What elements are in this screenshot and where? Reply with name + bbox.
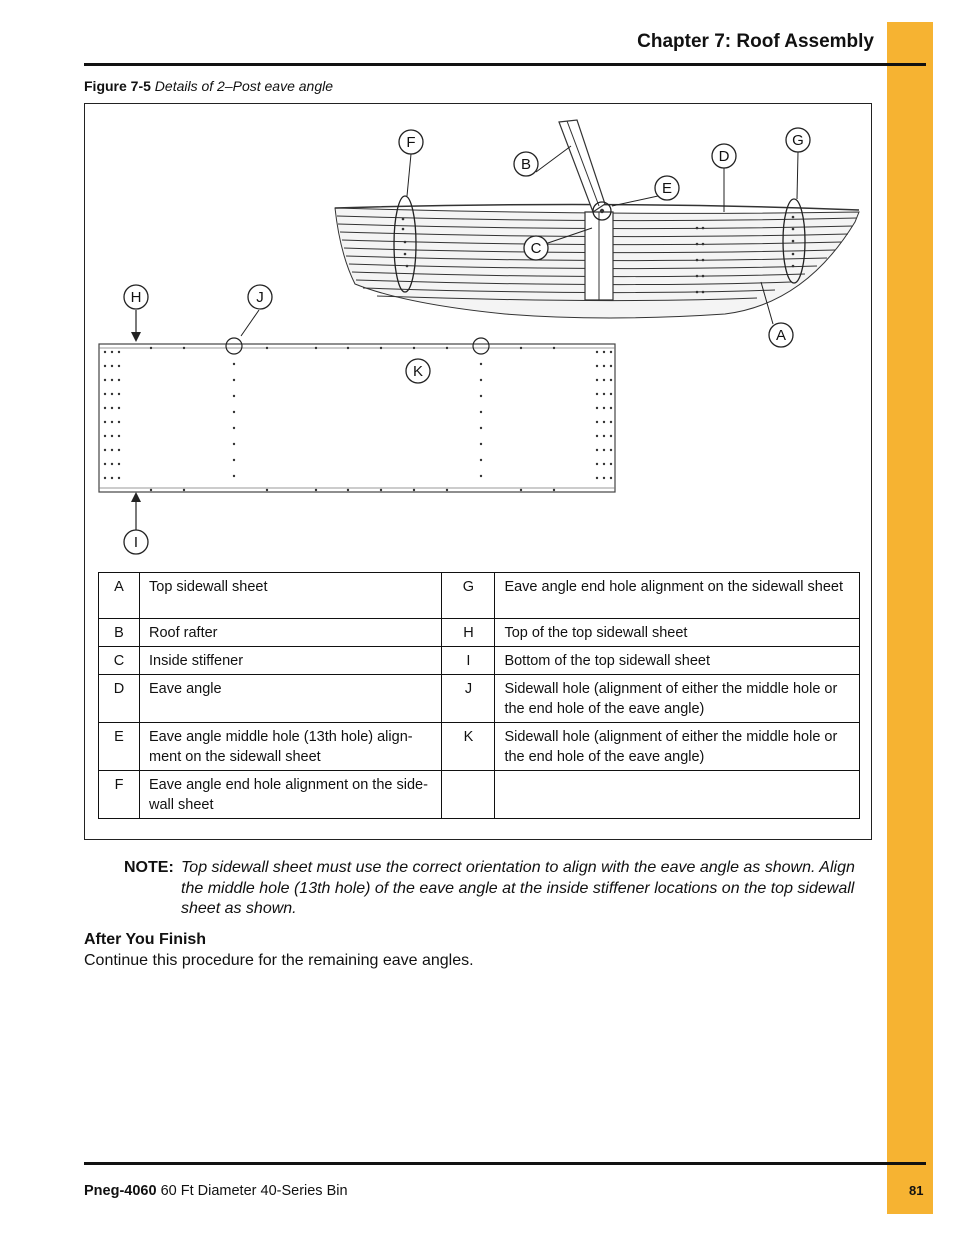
table-row (99, 723, 860, 771)
legend-desc: Eave angle (140, 675, 442, 723)
callout-f (399, 130, 423, 154)
legend-key: F (99, 771, 140, 819)
callout-e (655, 176, 679, 200)
table-row (99, 675, 860, 723)
callout-b (514, 152, 538, 176)
svg-text:A: A (775, 327, 787, 344)
note-label: NOTE: (124, 859, 174, 876)
table-row (99, 573, 860, 619)
callout-k (406, 359, 430, 383)
legend-key: K (442, 723, 495, 771)
svg-text:B: B (520, 156, 532, 173)
callout-g (786, 128, 810, 152)
figure-caption (84, 78, 333, 94)
doc-title: 60 Ft Diameter 40-Series Bin (160, 1183, 348, 1199)
table-row (99, 771, 860, 819)
legend-key: H (442, 619, 495, 647)
legend-desc: Eave angle end hole alignment on the sidewall sheet (495, 573, 860, 619)
svg-text:H: H (130, 289, 142, 306)
legend-desc: Inside stiffener (140, 647, 442, 675)
legend-desc: Top of the top sidewall sheet (495, 619, 860, 647)
svg-text:J: J (256, 289, 264, 306)
legend-desc: Eave angle middle hole (13th hole) align-ment on the sidewall sheet (140, 723, 442, 771)
callout-i (124, 530, 148, 554)
chapter-accent-bar (887, 22, 933, 1214)
footer-document-info (84, 1183, 348, 1199)
svg-text:D: D (718, 148, 730, 165)
doc-code: Pneg-4060 (84, 1183, 157, 1199)
legend-desc: Roof rafter (140, 619, 442, 647)
legend-key: E (99, 723, 140, 771)
legend-desc: Eave angle end hole alignment on the side-wall sheet (140, 771, 442, 819)
legend-key: B (99, 619, 140, 647)
legend-key: C (99, 647, 140, 675)
legend-desc: Top sidewall sheet (140, 573, 442, 619)
callout-a (769, 323, 793, 347)
svg-text:C: C (530, 240, 542, 257)
callout-c (524, 236, 548, 260)
figure-number: Figure 7-5 (84, 78, 151, 94)
legend-desc: Sidewall hole (alignment of either the middle hole or the end hole of the eave angle) (495, 723, 860, 771)
footer-rule (84, 1162, 926, 1165)
legend-key: I (442, 647, 495, 675)
sidewall-sheet-drawing (99, 338, 615, 492)
svg-text:F: F (406, 134, 416, 151)
chapter-title: Chapter 7: Roof Assembly (637, 31, 874, 52)
after-you-finish-heading: After You Finish (84, 931, 207, 948)
note-text: Top sidewall sheet must use the correct orientation to align with the eave angle as shown. Align the middle hole (13th hole) of the eave angle at the inside stiffener locations on the top sidewall sheet as shown. (181, 859, 855, 917)
svg-text:K: K (412, 363, 424, 380)
legend-key: G (442, 573, 495, 619)
eave-angle-diagram (85, 104, 873, 564)
svg-text:G: G (792, 132, 804, 149)
legend-desc: Sidewall hole (alignment of either the middle hole or the end hole of the eave angle) (495, 675, 860, 723)
callout-h (124, 285, 148, 309)
table-row (99, 619, 860, 647)
figure-title: Details of 2–Post eave angle (154, 78, 334, 94)
header-rule (84, 63, 926, 66)
svg-text:E: E (661, 180, 673, 197)
legend-desc: Bottom of the top sidewall sheet (495, 647, 860, 675)
callout-j (248, 285, 272, 309)
figure-box (84, 103, 872, 840)
table-row (99, 647, 860, 675)
legend-desc (495, 771, 860, 819)
legend-table (98, 572, 860, 819)
legend-key: D (99, 675, 140, 723)
legend-key: J (442, 675, 495, 723)
svg-text:I: I (133, 534, 139, 551)
page-number: 81 (909, 1183, 924, 1198)
callout-d (712, 144, 736, 168)
legend-key: A (99, 573, 140, 619)
note-block (124, 858, 874, 920)
after-you-finish-text: Continue this procedure for the remaining eave angles. (84, 952, 474, 969)
legend-key (442, 771, 495, 819)
